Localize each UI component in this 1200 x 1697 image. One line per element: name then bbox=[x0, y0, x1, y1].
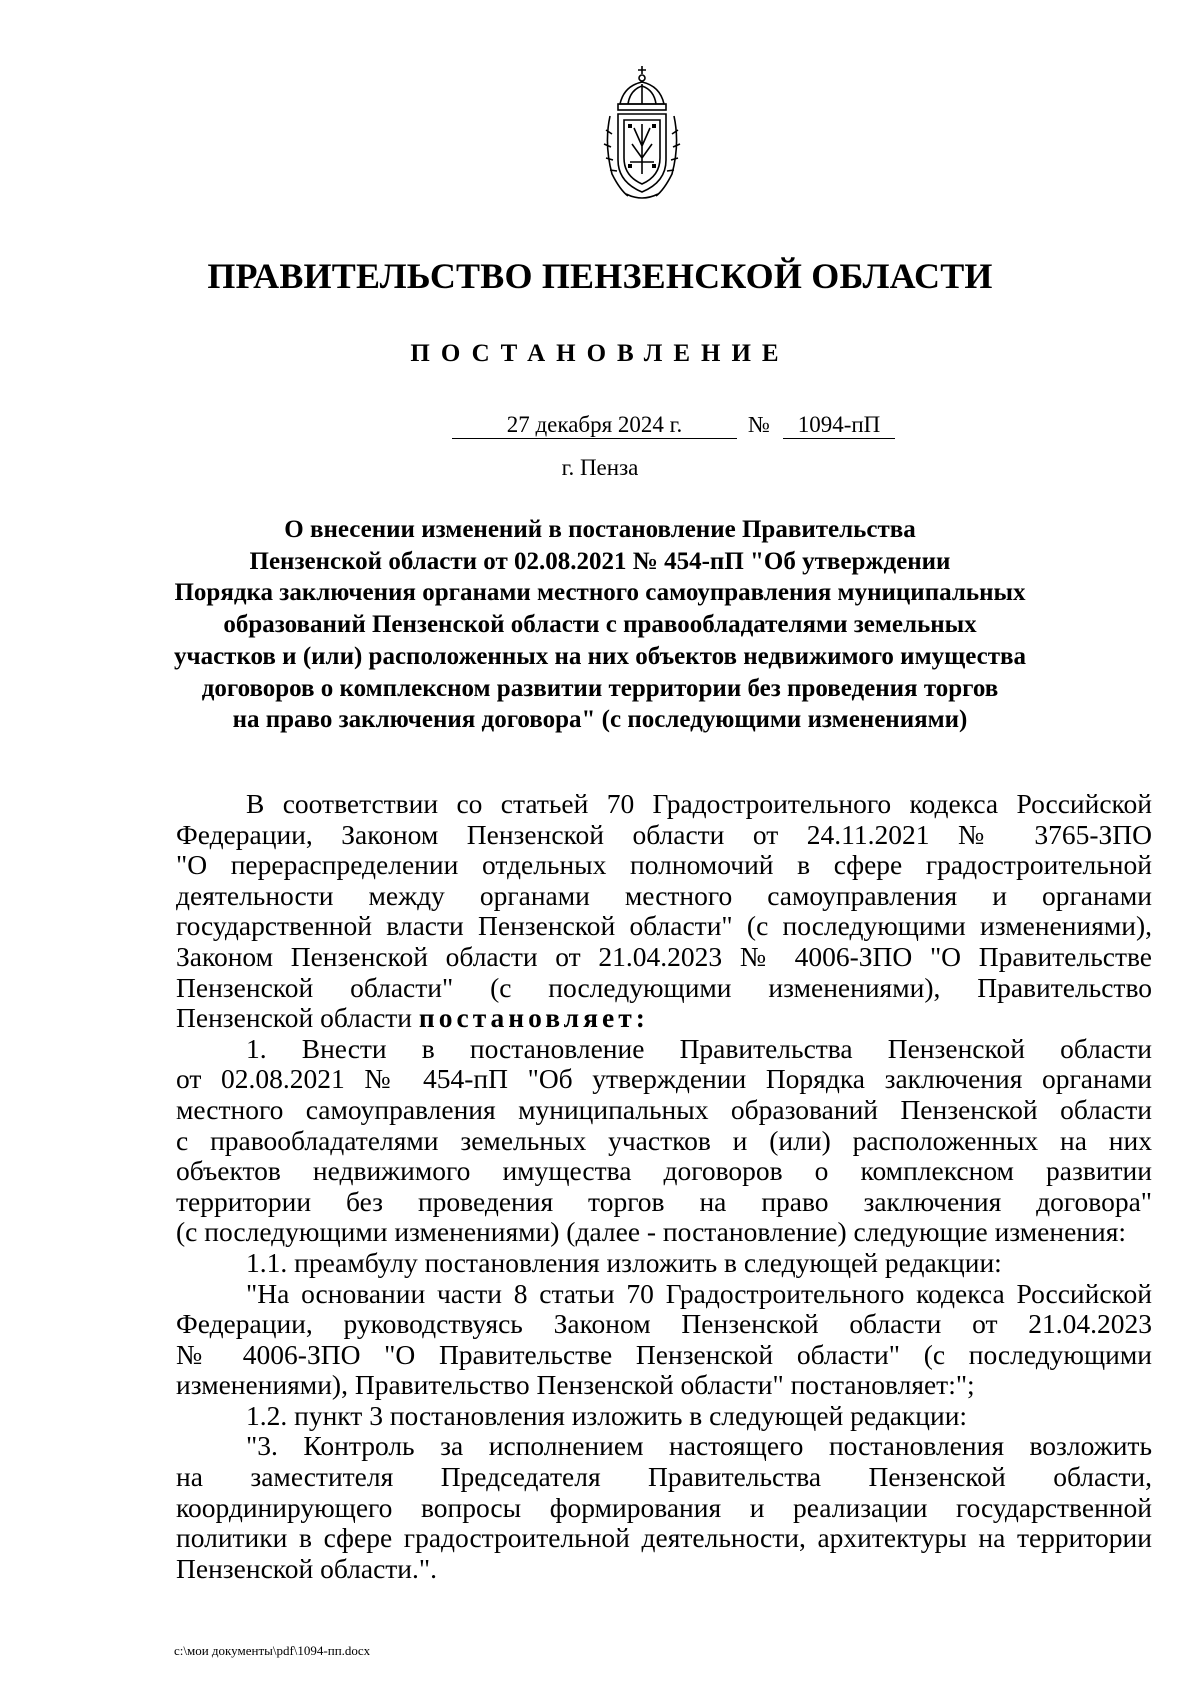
body-line: № 4006-ЗПО "О Правительстве Пензенской области" (с последующими bbox=[176, 1339, 1152, 1370]
title-line: участков и (или) расположенных на них объектов недвижимого имущества bbox=[173, 642, 1026, 670]
body-line: "На основании части 8 статьи 70 Градостроительного кодекса Российской bbox=[246, 1278, 1152, 1309]
document-city: г. Пенза bbox=[561, 455, 639, 480]
body-line: объектов недвижимого имущества договоров о комплексном развитии bbox=[176, 1156, 1152, 1187]
title-line: на право заключения договора" (с последующими изменениями) bbox=[232, 706, 968, 734]
body-line: координирующего вопросы формирования и реализации государственной bbox=[176, 1492, 1152, 1523]
body-line: Законом Пензенской области от 21.04.2023 № 4006-ЗПО "О Правительстве bbox=[176, 941, 1152, 972]
document-date: 27 декабря 2024 г. bbox=[452, 412, 737, 439]
body-line: В соответствии со статьей 70 Градостроительного кодекса Российской bbox=[246, 789, 1152, 819]
document-type: ПОСТАНОВЛЕНИЕ bbox=[410, 340, 790, 367]
body-line bbox=[176, 1003, 1152, 1034]
resolves-emphasis: постановляет: bbox=[418, 1002, 649, 1034]
penza-coat-of-arms-icon bbox=[600, 64, 684, 204]
organization-name: ПРАВИТЕЛЬСТВО ПЕНЗЕНСКОЙ ОБЛАСТИ bbox=[207, 256, 993, 296]
body-line: политики в сфере градостроительной деятельности, архитектуры на территории bbox=[176, 1523, 1152, 1554]
document-number-label: № bbox=[748, 412, 770, 437]
body-line: 1. Внести в постановление Правительства Пензенской области bbox=[246, 1033, 1152, 1064]
body-line-text: Пензенской области bbox=[176, 1002, 413, 1034]
body-line: на заместителя Председателя Правительства Пензенской области, bbox=[176, 1462, 1152, 1493]
body-line: от 02.08.2021 № 454-пП "Об утверждении Порядка заключения органами bbox=[176, 1064, 1152, 1095]
body-line: изменениями), Правительство Пензенской области" постановляет:"; bbox=[176, 1369, 975, 1401]
title-line: Пензенской области от 02.08.2021 № 454-пП "Об утверждении bbox=[249, 547, 951, 575]
body-line: Пензенской области.". bbox=[176, 1552, 437, 1584]
body-line: "О перераспределении отдельных полномочий в сфере градостроительной bbox=[176, 850, 1152, 881]
body-line: с правообладателями земельных участков и (или) расположенных на них bbox=[176, 1125, 1152, 1156]
title-line: образований Пензенской области с правообладателями земельных bbox=[223, 611, 977, 639]
body-line: Федерации, руководствуясь Законом Пензенской области от 21.04.2023 bbox=[176, 1309, 1152, 1340]
body-line: (с последующими изменениями) (далее - постановление) следующие изменения: bbox=[176, 1216, 1127, 1248]
title-line: О внесении изменений в постановление Правительства bbox=[284, 516, 916, 543]
body-line: "3. Контроль за исполнением настоящего постановления возложить bbox=[246, 1431, 1152, 1462]
footer-file-path: c:\мои документы\pdf\1094-пп.docx bbox=[174, 1643, 371, 1658]
title-line: Порядка заключения органами местного самоуправления муниципальных bbox=[174, 579, 1026, 607]
title-line: договоров о комплексном развитии территории без проведения торгов bbox=[201, 674, 999, 702]
body-line: деятельности между органами местного самоуправления и органами bbox=[176, 880, 1152, 911]
document-number: 1094-пП bbox=[783, 412, 895, 439]
body-line: территории без проведения торгов на право заключения договора" bbox=[176, 1186, 1152, 1217]
body-line: местного самоуправления муниципальных образований Пензенской области bbox=[176, 1094, 1152, 1125]
body-line: государственной власти Пензенской области" (с последующими изменениями), bbox=[176, 911, 1152, 942]
document-title bbox=[160, 514, 1040, 736]
document-body bbox=[176, 789, 1152, 1584]
body-line: 1.1. преамбулу постановления изложить в следующей редакции: bbox=[246, 1246, 1002, 1278]
body-line: Федерации, Законом Пензенской области от 24.11.2021 № 3765-ЗПО bbox=[176, 819, 1152, 850]
body-line: 1.2. пункт 3 постановления изложить в следующей редакции: bbox=[246, 1399, 968, 1431]
body-line: Пензенской области" (с последующими изменениями), Правительство bbox=[176, 972, 1152, 1003]
